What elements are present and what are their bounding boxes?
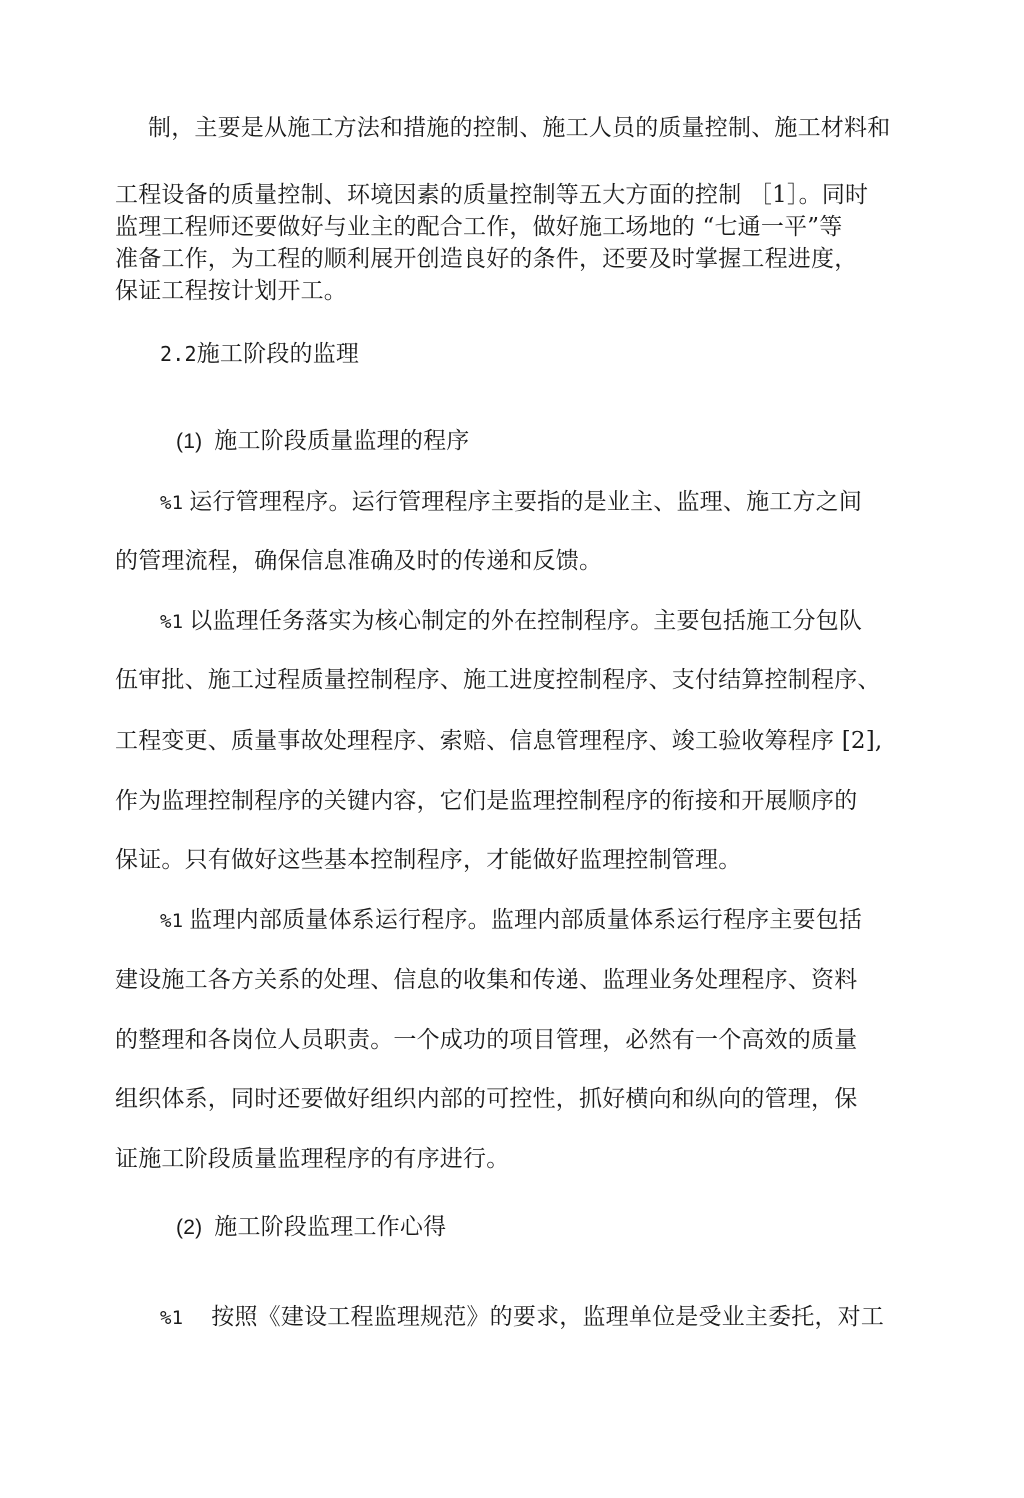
paragraph-line: 制，主要是从施工方法和措施的控制、施工人员的质量控制、施工材料和	[148, 115, 891, 141]
item-text: 以监理任务落实为核心制定的外在控制程序。主要包括施工分包队	[189, 608, 863, 634]
paragraph-line: 作为监理控制程序的关键内容，它们是监理控制程序的衔接和开展顺序的	[115, 788, 858, 814]
paragraph-line: 的管理流程，确保信息准确及时的传递和反馈。	[115, 548, 603, 574]
subsection-number: (1)	[176, 430, 203, 453]
subsection-title: 施工阶段监理工作心得	[214, 1214, 447, 1240]
item-text: 按照《建设工程监理规范》的要求，监理单位是受业主委托，对工	[211, 1304, 885, 1330]
paragraph-line: 组织体系，同时还要做好组织内部的可控性，抓好横向和纵向的管理，保	[115, 1086, 858, 1112]
item-text: 监理内部质量体系运行程序。监理内部质量体系运行程序主要包括	[189, 907, 863, 933]
item-marker: %1	[160, 611, 184, 633]
paragraph-line: 证施工阶段质量监理程序的有序进行。	[115, 1146, 510, 1172]
section-number: 2.2	[160, 342, 197, 366]
item-text: 运行管理程序。运行管理程序主要指的是业主、监理、施工方之间	[189, 489, 863, 515]
item-marker: %1	[160, 492, 184, 514]
paragraph-line: 的整理和各岗位人员职责。一个成功的项目管理，必然有一个高效的质量	[115, 1027, 858, 1053]
paragraph-line: 工程设备的质量控制、环境因素的质量控制等五大方面的控制 ［1］。同时	[115, 182, 869, 208]
paragraph-line: 保证。只有做好这些基本控制程序，才能做好监理控制管理。	[115, 847, 742, 873]
item-marker: %1	[160, 1307, 184, 1329]
subsection-heading	[176, 1212, 446, 1243]
item-marker: %1	[160, 910, 184, 932]
subsection-title: 施工阶段质量监理的程序	[214, 428, 470, 454]
list-item	[160, 606, 862, 637]
section-heading	[160, 339, 359, 369]
paragraph-line: 工程变更、质量事故处理程序、索赔、信息管理程序、竣工验收筹程序 [2],	[115, 728, 883, 754]
subsection-heading	[176, 426, 469, 457]
list-item	[160, 1302, 884, 1333]
paragraph-line: 伍审批、施工过程质量控制程序、施工进度控制程序、支付结算控制程序、	[115, 667, 881, 693]
paragraph-line: 建设施工各方关系的处理、信息的收集和传递、监理业务处理程序、资料	[115, 967, 858, 993]
subsection-number: (2)	[176, 1216, 203, 1239]
paragraph-line: 保证工程按计划开工。	[115, 278, 347, 304]
list-item	[160, 905, 862, 936]
paragraph-line: 准备工作，为工程的顺利展开创造良好的条件，还要及时掌握工程进度，	[115, 246, 858, 272]
section-title: 施工阶段的监理	[196, 341, 360, 367]
list-item	[160, 487, 862, 518]
paragraph-line: 监理工程师还要做好与业主的配合工作，做好施工场地的 “七通一平”等	[115, 214, 843, 240]
